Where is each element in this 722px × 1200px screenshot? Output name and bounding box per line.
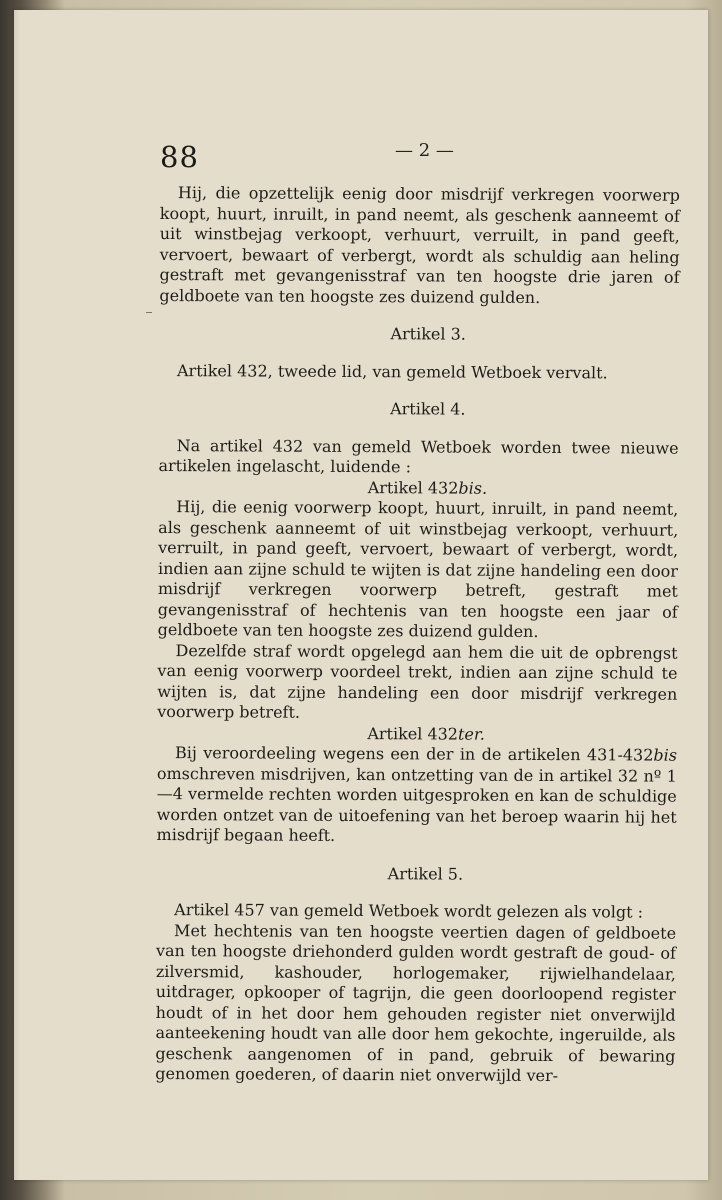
article-heading-432ter-suffix: ter. [457, 724, 485, 744]
paragraph-432ter-a: Bij veroordeeling wegens een der in de artikelen 431-432 [174, 743, 654, 765]
pencil-mark [146, 312, 152, 313]
paragraph-432bis-1: Hij, die eenig voorwerp koopt, huurt, inruilt, in pand neemt, als geschenk aanneemt of uit winstbejag verkoopt, verhuurt, verruilt, in pand geeft, vervoert, bewaart of verbergt, wordt, indien aan zijne schuld te wijten is dat zijne handeling een door misdrijf verkregen voorwerp betreft, gestraft met gevangenisstraf of hechtenis van ten hoogste een jaar of geldboete van ten hoogste zes duizend gulden. [157, 497, 679, 641]
paragraph-432ter-bis: bis [653, 745, 678, 765]
page-number: 88 [160, 140, 199, 174]
article-heading-432bis-prefix: Artikel 432 [367, 477, 459, 498]
article-heading-4: Artikel 4. [390, 399, 466, 419]
paragraph-432ter [157, 743, 678, 848]
page-header [160, 140, 680, 180]
article-heading-432ter-prefix: Artikel 432 [367, 723, 459, 744]
article-heading-432bis [158, 476, 678, 499]
article-heading-5: Artikel 5. [387, 863, 464, 884]
page-binding-edge [14, 10, 20, 1180]
paragraph-heling: Hij, die opzettelijk eenig door misdrijf verkregen voorwerp koopt, huurt, inruilt, in pand neemt, als geschenk aanneemt of uit winstbejag verkoopt, verhuurt, verruilt, in pand geeft, vervoert, bewaart of verbergt, wordt als schuldig aan heling gestraft met gevangenisstraf van ten hoogste drie jaren of geldboete van ten hoogste zes duizend gulden. [159, 183, 680, 307]
article-heading-432bis-suffix: bis. [458, 478, 488, 498]
paragraph-432bis-2: Dezelfde straf wordt opgelegd aan hem die uit de opbrengst van eenig voorwerp voordeel trekt, indien aan zijne schuld te wijten is, dat zijne handeling een door misdrijf verkregen voorwerp betreft. [157, 640, 678, 722]
document-body [155, 183, 680, 1087]
paragraph-art457: Met hechtenis van ten hoogste veertien dagen of geldboete van ten hoogste driehonderd gulden wordt gestraft de goud- of zilversmid, kashouder, horlogemaker, rijwielhandelaar, uitdrager, opkooper of tagrijn, die geen doorloopend register houdt of in het door hem gehouden register niet onverwijld aanteekening houdt van alle door hem gekochte, ingeruilde, als geschenk aangenomen of in pand, gebruik of bewaring genomen goederen, of daarin niet onverwijld ver- [155, 920, 677, 1086]
article-heading-3: Artikel 3. [390, 324, 466, 344]
paragraph-432ter-b: omschreven misdrijven, kan ontzetting van de in artikel 32 nº 1—4 vermelde rechten worden uitgesproken en kan de schuldige worden ontzet van de uitoefening van het beroep waarin hij het misdrijf begaan heeft. [156, 763, 677, 845]
paragraph-art3: Artikel 432, tweede lid, van gemeld Wetboek vervalt. [176, 360, 608, 382]
paragraph-art4-intro: Na artikel 432 van gemeld Wetboek worden twee nieuwe artikelen ingelascht, luidende : [158, 435, 679, 477]
page-subnumber: — 2 — [395, 140, 454, 161]
article-heading-432ter [157, 722, 677, 745]
paragraph-art5-intro: Artikel 457 van gemeld Wetboek wordt gelezen als volgt : [174, 900, 644, 922]
